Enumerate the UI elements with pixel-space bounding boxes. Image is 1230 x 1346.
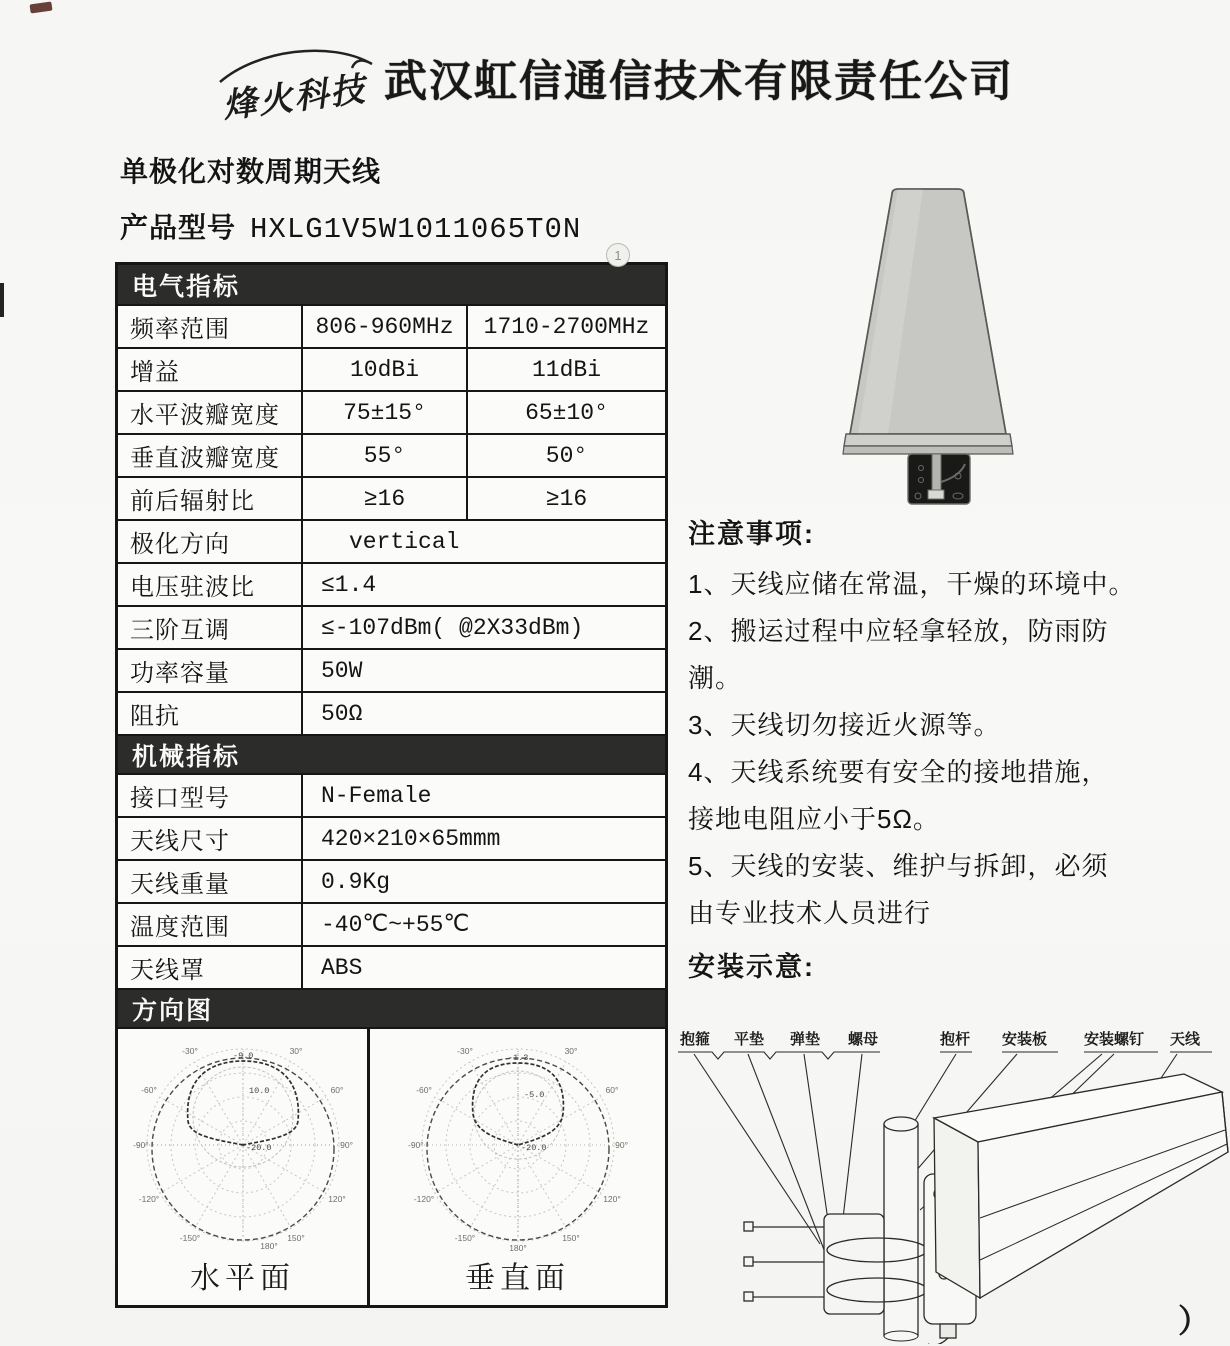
- scan-stamp-badge: 1: [606, 243, 630, 267]
- table-row: [118, 605, 665, 648]
- angle-label: 150°: [561, 1233, 580, 1243]
- label-clamp: 抱箍: [680, 1031, 711, 1048]
- angle-label: 60°: [330, 1085, 343, 1095]
- table-row: [118, 691, 665, 734]
- row-label: 天线罩: [118, 947, 303, 988]
- row-value: 50W: [321, 657, 363, 684]
- center-label: -20.0: [520, 1143, 547, 1153]
- table-row: [118, 519, 665, 562]
- row-label: 电压驻波比: [118, 564, 303, 605]
- model-label: 产品型号: [120, 212, 237, 243]
- install-heading: 安装示意:: [688, 952, 815, 982]
- label-mounting-plate: 安装板: [1002, 1031, 1048, 1048]
- angle-label: 90°: [339, 1140, 353, 1150]
- note-line: 5、天线的安装、维护与拆卸，必须: [688, 851, 1109, 881]
- angle-label: 150°: [286, 1233, 305, 1243]
- note-line: 由专业技术人员进行: [688, 898, 932, 928]
- row-value: 420×210×65mmm: [321, 825, 501, 852]
- angle-label: -30°: [181, 1046, 198, 1056]
- antenna-body: [934, 1074, 1228, 1298]
- label-antenna: 天线: [1170, 1031, 1201, 1048]
- section-header-mechanical: [118, 734, 665, 773]
- company-name: 武汉虹信通信技术有限责任公司: [384, 58, 1014, 106]
- row-value: ≤-107dBm( @2X33dBm): [321, 614, 584, 641]
- angle-label: -150°: [454, 1233, 475, 1243]
- row-value: N-Female: [321, 782, 432, 809]
- angle-label: -90°: [407, 1140, 424, 1150]
- row-value-2: 50°: [545, 442, 588, 469]
- row-value: 0.9Kg: [321, 868, 391, 895]
- peak-label: -1.3: [507, 1053, 528, 1063]
- row-value: ABS: [321, 954, 363, 981]
- angle-label: -90°: [132, 1140, 149, 1150]
- row-value-1: 806-960MHz: [303, 306, 468, 347]
- angle-label: 30°: [289, 1046, 302, 1056]
- note-line: 潮。: [688, 663, 743, 693]
- vertical-pattern-cell: [370, 1029, 665, 1305]
- scan-artifact-bottom-right: ）: [1178, 1303, 1211, 1339]
- row-label: 水平波瓣宽度: [118, 392, 303, 433]
- angle-label: -60°: [140, 1085, 157, 1095]
- row-label: 阻抗: [118, 693, 303, 734]
- note-line: 3、天线切勿接近火源等。: [688, 710, 1001, 740]
- angle-label: 60°: [605, 1085, 618, 1095]
- table-row: [118, 945, 665, 988]
- row-value-1: 55°: [303, 435, 468, 476]
- polar-plot-vertical: [394, 1035, 642, 1265]
- radome-rim: [844, 434, 1012, 446]
- scan-artifact-top-left: [29, 2, 52, 14]
- row-value-2: 65±10°: [525, 399, 608, 426]
- label-nut: 螺母: [848, 1031, 879, 1048]
- label-spring-washer: 弹垫: [790, 1031, 821, 1048]
- table-row: [118, 816, 665, 859]
- vertical-plane-caption: 垂直面: [465, 1262, 570, 1295]
- ring-label: 10.0: [248, 1086, 269, 1096]
- note-line: 接地电阻应小于5Ω。: [688, 804, 940, 834]
- page-title: 单极化对数周期天线: [120, 156, 382, 187]
- model-value: HXLG1V5W1011065T0N: [250, 213, 582, 246]
- notes-heading: 注意事项:: [688, 519, 815, 549]
- row-value: 50Ω: [321, 700, 363, 727]
- row-label: 功率容量: [118, 650, 303, 691]
- note-line: 2、搬运过程中应轻拿轻放，防雨防: [688, 616, 1109, 646]
- spec-table: [115, 262, 668, 1308]
- row-label: 极化方向: [118, 521, 303, 562]
- reference-circle: [152, 1058, 334, 1240]
- row-value-2: ≥16: [545, 485, 588, 512]
- pole: [884, 1117, 918, 1341]
- table-row: [118, 390, 665, 433]
- section-title: 方向图: [132, 996, 214, 1025]
- row-value-2: 1710-2700MHz: [483, 313, 650, 340]
- antenna-product-image: [828, 184, 1028, 506]
- diagram-labels: [679, 1030, 1201, 1048]
- notes-block: [688, 512, 1228, 984]
- row-value: -40℃~+55℃: [321, 912, 470, 938]
- angle-label: 120°: [327, 1194, 346, 1204]
- row-label: 三阶互调: [118, 607, 303, 648]
- section-header-electrical: [118, 265, 665, 304]
- note-line: 4、天线系统要有安全的接地措施，: [688, 757, 1109, 787]
- table-row: [118, 902, 665, 945]
- peak-label: -9.0: [232, 1051, 253, 1061]
- logo-text: 烽火科技: [220, 70, 369, 126]
- radial-labels: [508, 1053, 547, 1153]
- angle-label: 180°: [259, 1241, 278, 1251]
- table-row: [118, 304, 665, 347]
- angle-label: 180°: [508, 1243, 527, 1253]
- section-header-pattern: [118, 988, 665, 1027]
- center-label: -20.0: [245, 1143, 272, 1153]
- section-title: 电气指标: [132, 272, 241, 301]
- model-line: [120, 206, 581, 246]
- angle-label: -120°: [413, 1194, 434, 1204]
- radome-rim-lower: [843, 446, 1013, 454]
- direction-pattern-box: [118, 1027, 665, 1305]
- label-pole: 抱杆: [940, 1031, 971, 1048]
- reference-circle: [427, 1058, 609, 1240]
- angle-label: -120°: [138, 1194, 159, 1204]
- angle-label: -150°: [179, 1233, 200, 1243]
- polar-plot-horizontal: [119, 1035, 367, 1265]
- table-row: [118, 773, 665, 816]
- horizontal-plane-caption: 水平面: [190, 1262, 295, 1295]
- row-label: 接口型号: [118, 775, 303, 816]
- table-row: [118, 562, 665, 605]
- company-logo: [212, 42, 387, 132]
- installation-diagram: [672, 1022, 1230, 1344]
- row-value-2: 11dBi: [531, 356, 601, 383]
- angle-label: -60°: [415, 1085, 432, 1095]
- ring-label: -5.0: [523, 1090, 544, 1100]
- row-value-1: 75±15°: [303, 392, 468, 433]
- note-line: 1、天线应储在常温，干燥的环境中。: [688, 569, 1136, 599]
- table-row: [118, 859, 665, 902]
- angle-label: 90°: [614, 1140, 628, 1150]
- row-value-1: ≥16: [303, 478, 468, 519]
- row-label: 天线重量: [118, 861, 303, 902]
- row-label: 增益: [118, 349, 303, 390]
- label-mounting-screws: 安装螺钉: [1084, 1031, 1145, 1048]
- horizontal-pattern-cell: [118, 1029, 370, 1305]
- row-value: vertical: [349, 528, 460, 555]
- connector: [928, 490, 944, 499]
- scan-artifact-left-edge: [0, 283, 4, 317]
- row-value-1: 10dBi: [303, 349, 468, 390]
- angle-label: 120°: [602, 1194, 621, 1204]
- angle-label: 30°: [564, 1046, 577, 1056]
- row-label: 频率范围: [118, 306, 303, 347]
- section-title: 机械指标: [132, 742, 241, 771]
- label-flat-washer: 平垫: [734, 1031, 765, 1048]
- row-value: ≤1.4: [321, 571, 377, 598]
- row-label: 天线尺寸: [118, 818, 303, 859]
- angle-label: -30°: [456, 1046, 473, 1056]
- table-row: [118, 648, 665, 691]
- row-label: 前后辐射比: [118, 478, 303, 519]
- radial-labels: [233, 1051, 272, 1153]
- row-label: 温度范围: [118, 904, 303, 945]
- table-row: [118, 476, 665, 519]
- table-row: [118, 347, 665, 390]
- table-row: [118, 433, 665, 476]
- row-label: 垂直波瓣宽度: [118, 435, 303, 476]
- feed-rod: [932, 454, 941, 492]
